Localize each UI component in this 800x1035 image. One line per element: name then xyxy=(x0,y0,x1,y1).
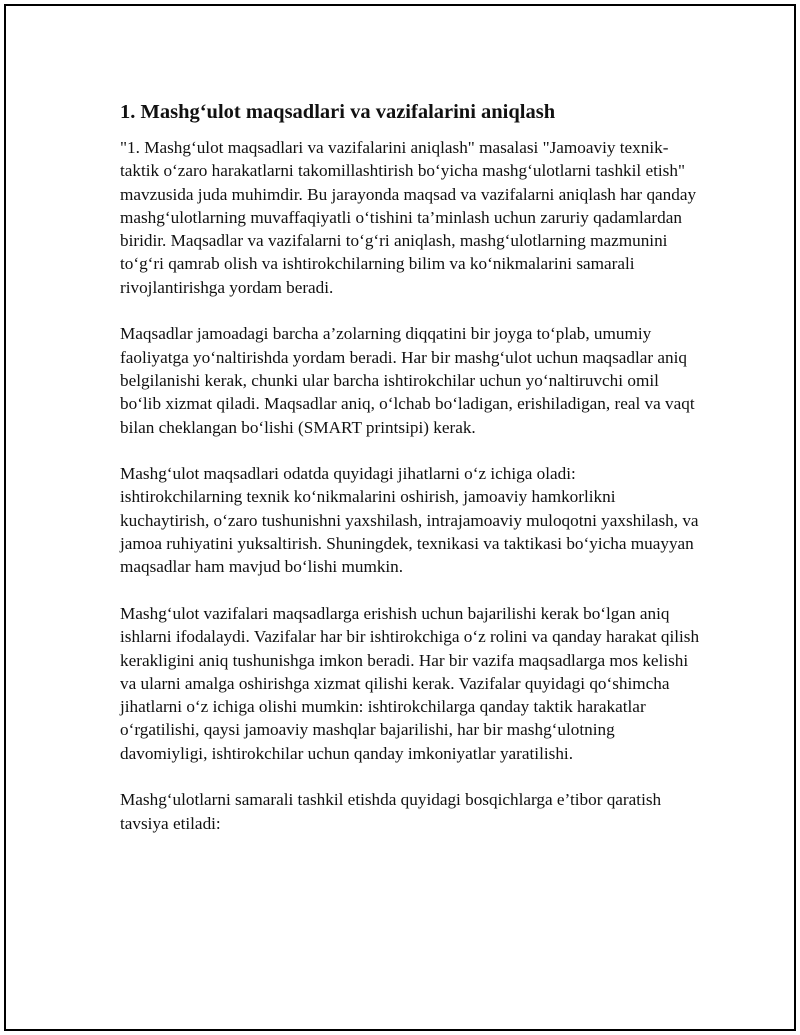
page-frame xyxy=(4,4,796,1031)
paragraph-2: Maqsadlar jamoadagi barcha a’zolarning diqqatini bir joyga to‘plab, umumiy faoliyatga yo‘naltirishda yordam beradi. Har bir mashg‘ulot uchun maqsadlar aniq belgilanishi kerak, chunki ular barcha ishtirokchilar uchun yo‘naltiruvchi omil bo‘lib xizmat qiladi. Maqsadlar aniq, o‘lchab bo‘ladigan, erishiladigan, real va vaqt bilan cheklangan bo‘lishi (SMART printsipi) kerak. xyxy=(120,324,695,437)
document-body xyxy=(120,98,700,858)
paragraph-5: Mashg‘ulotlarni samarali tashkil etishda quyidagi bosqichlarga e’tibor qaratish tavsiya etiladi: xyxy=(120,790,662,833)
section-heading: 1. Mashg‘ulot maqsadlari va vazifalarini aniqlash xyxy=(120,101,556,123)
paragraph-1: "1. Mashg‘ulot maqsadlari va vazifalarini aniqlash" masalasi "Jamoaviy texnik-taktik o‘zaro harakatlarni takomillashtirish bo‘yicha mashg‘ulotlarni tashkil etish" mavzusida juda muhimdir. Bu jarayonda maqsad va vazifalarni aniqlash har qanday mashg‘ulotlarning muvaffaqiyatli o‘tishini ta’minlash uchun zaruriy qadamlardan biridir. Maqsadlar va vazifalarni to‘g‘ri aniqlash, mashg‘ulotlarning mazmunini to‘g‘ri qamrab olish va ishtirokchilarning bilim va ko‘nikmalarini samarali rivojlantirishga yordam beradi. xyxy=(120,138,697,297)
paragraph-3: Mashg‘ulot maqsadlari odatda quyidagi jihatlarni o‘z ichiga oladi: ishtirokchilarning texnik ko‘nikmalarini oshirish, jamoaviy hamkorlikni kuchaytirish, o‘zaro tushunishni yaxshilash, intrajamoaviy muloqotni yaxshilash, va jamoa ruhiyatini yuksaltirish. Shuningdek, texnikasi va taktikasi bo‘yicha muayyan maqsadlar ham mavjud bo‘lishi mumkin. xyxy=(120,464,699,577)
paragraph-4: Mashg‘ulot vazifalari maqsadlarga erishish uchun bajarilishi kerak bo‘lgan aniq ishlarni ifodalaydi. Vazifalar har bir ishtirokchiga o‘z rolini va qanday harakat qilish kerakligini aniq tushunishga imkon beradi. Har bir vazifa maqsadlarga mos kelishi va ularni amalga oshirishga xizmat qilishi kerak. Vazifalar quyidagi qo‘shimcha jihatlarni o‘z ichiga olishi mumkin: ishtirokchilarga qanday taktik harakatlar o‘rgatilishi, qaysi jamoaviy mashqlar bajarilishi, har bir mashg‘ulotning davomiyligi, ishtirokchilar uchun qanday imkoniyatlar yaratilishi. xyxy=(120,603,700,763)
